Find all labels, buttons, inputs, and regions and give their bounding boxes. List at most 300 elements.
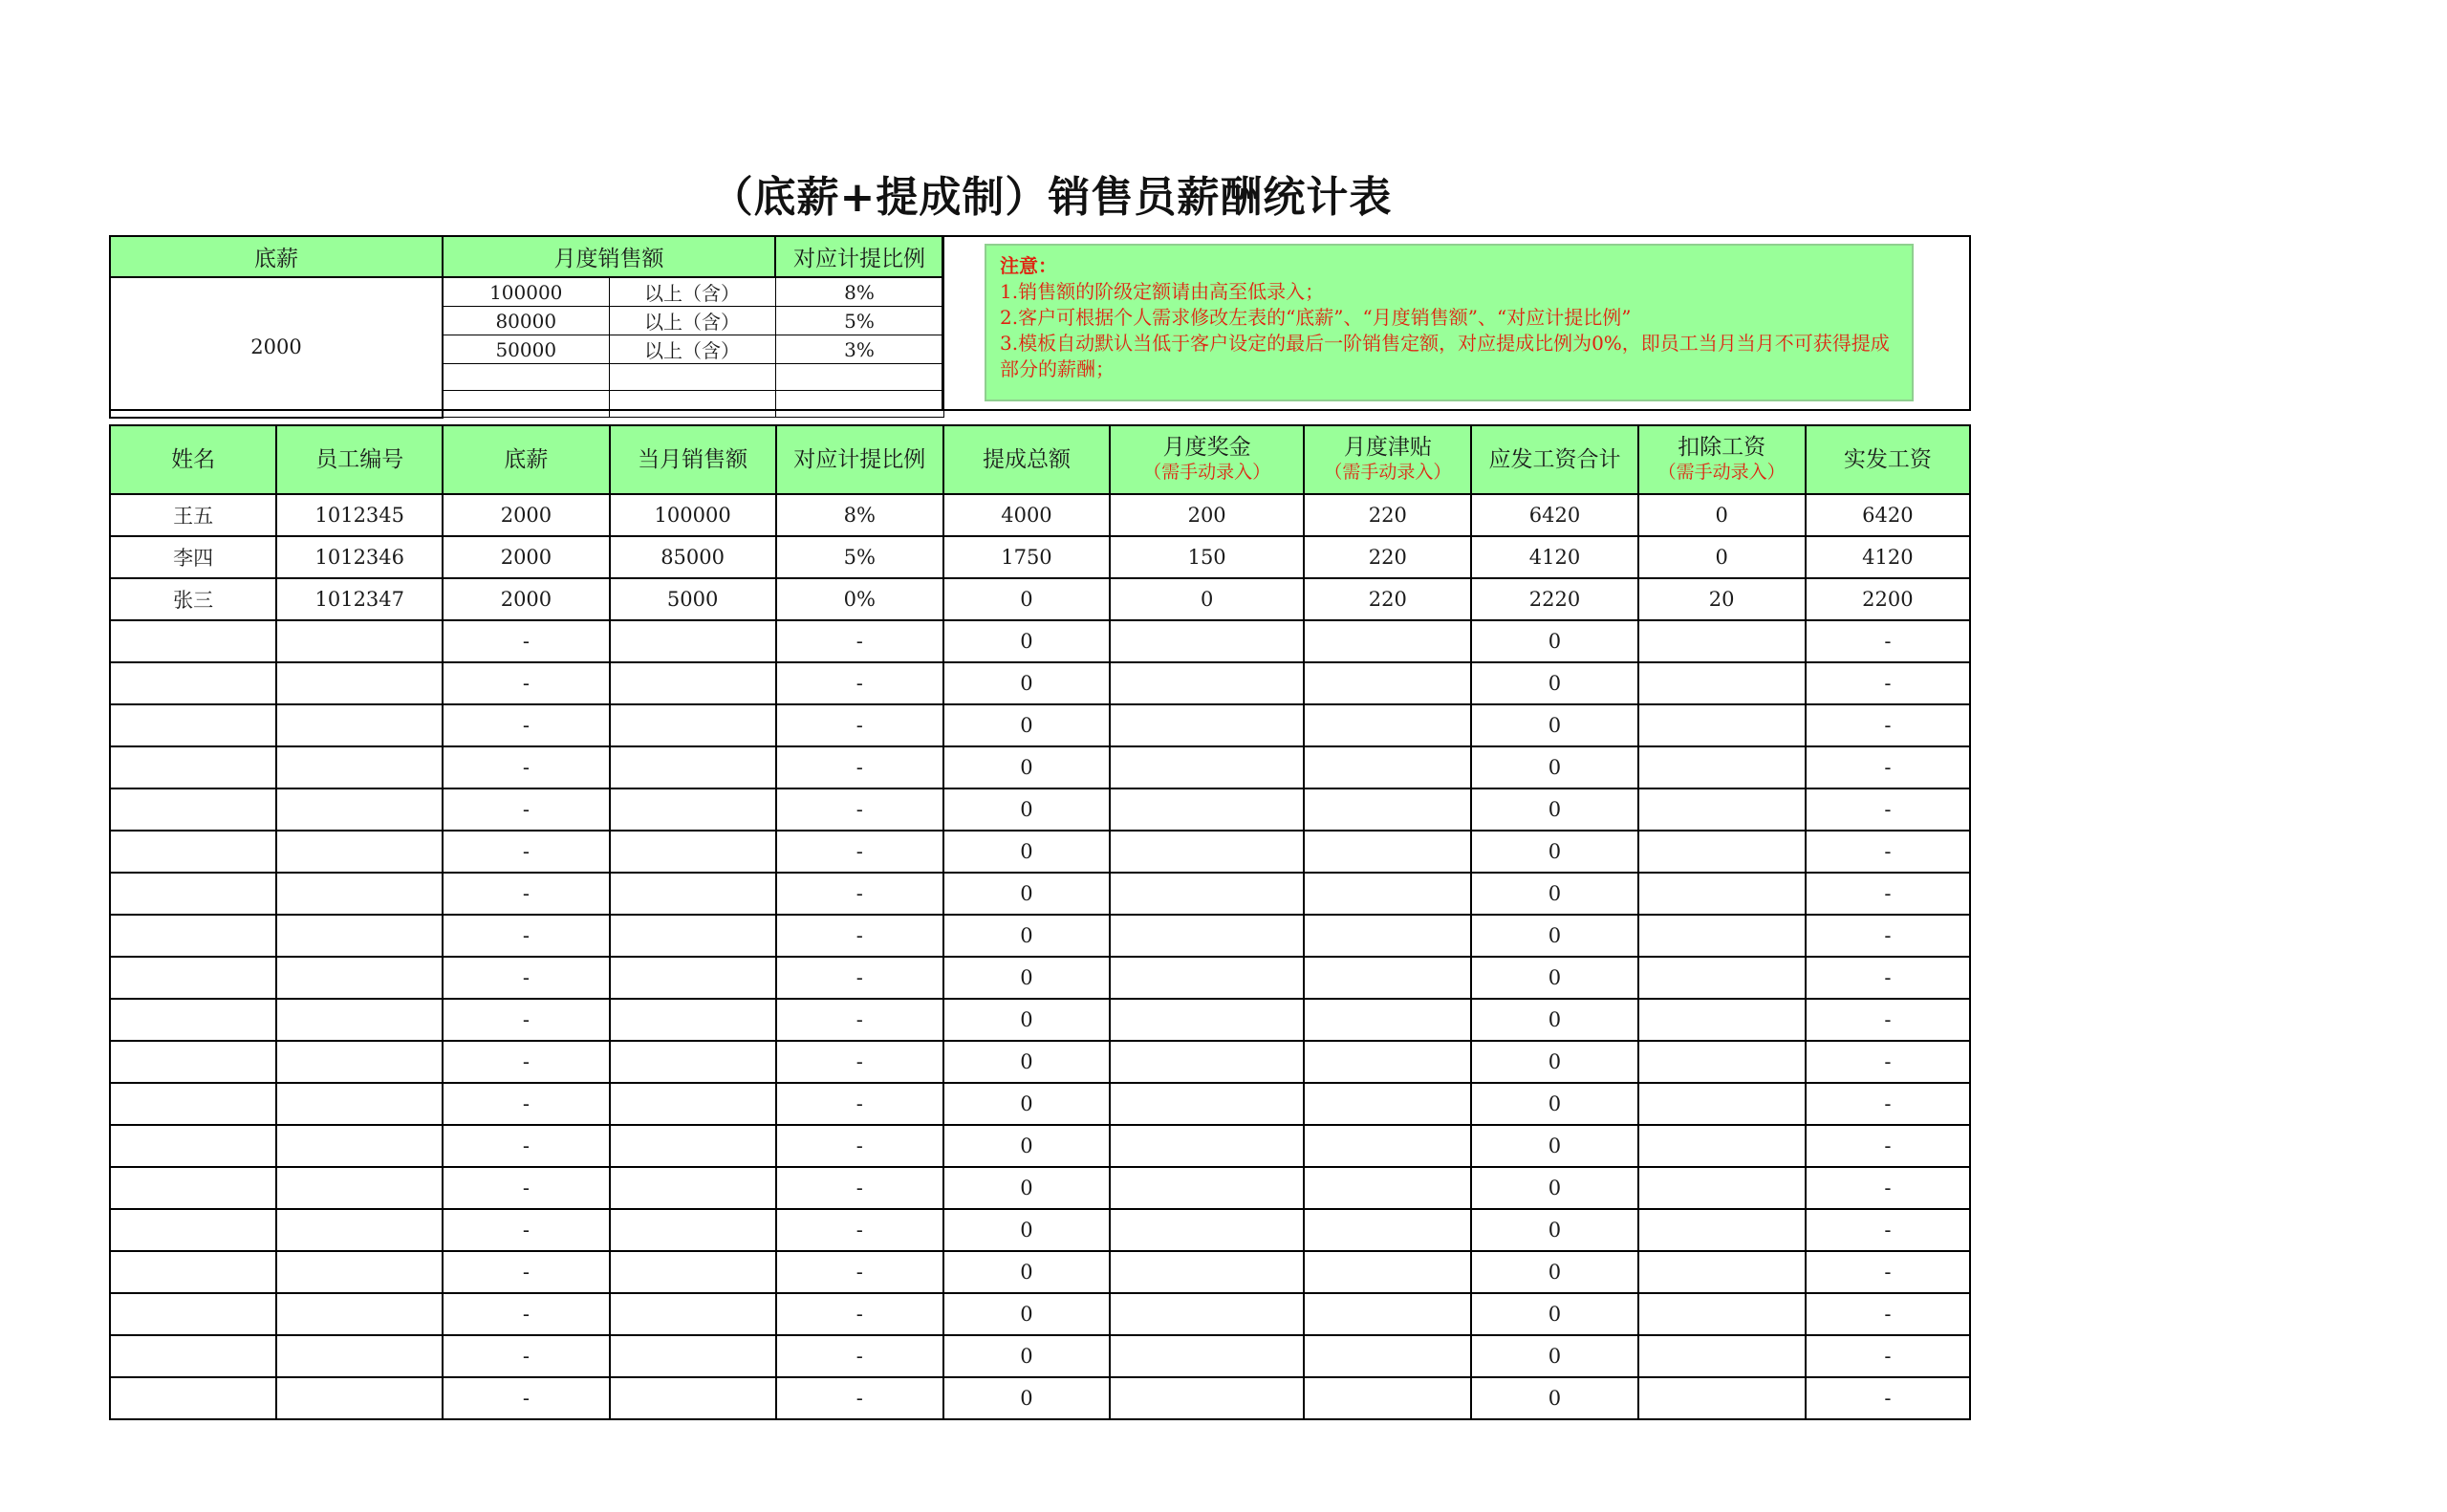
cell-monthly-allowance[interactable] <box>1304 1335 1471 1377</box>
cell-monthly-bonus[interactable] <box>1110 831 1304 873</box>
cell-net-pay[interactable]: - <box>1806 1293 1970 1335</box>
cell-commission-rate[interactable]: - <box>776 788 943 831</box>
cell-name[interactable] <box>110 831 276 873</box>
cell-monthly-bonus[interactable] <box>1110 1251 1304 1293</box>
cell-name[interactable] <box>110 746 276 788</box>
cell-commission-rate[interactable]: - <box>776 999 943 1041</box>
cell-monthly-sales[interactable] <box>610 662 776 704</box>
cell-commission-rate[interactable]: - <box>776 1125 943 1167</box>
cell-net-pay[interactable]: - <box>1806 915 1970 957</box>
cell-monthly-sales[interactable] <box>610 1125 776 1167</box>
cell-base-salary[interactable]: - <box>443 915 609 957</box>
table-row <box>110 494 1970 536</box>
cell-net-pay[interactable]: 2200 <box>1806 578 1970 620</box>
cell-name[interactable] <box>110 662 276 704</box>
cell-monthly-allowance[interactable] <box>1304 1209 1471 1251</box>
table-row <box>110 873 1970 915</box>
cell-deductions[interactable] <box>1638 1293 1806 1335</box>
cell-deductions[interactable]: 20 <box>1638 578 1806 620</box>
cell-commission-rate[interactable]: - <box>776 1167 943 1209</box>
cell-employee-id[interactable] <box>276 746 443 788</box>
manual-entry-note: （需手动录入） <box>1324 462 1452 483</box>
cell-employee-id[interactable] <box>276 1083 443 1125</box>
cell-gross-pay[interactable]: 0 <box>1471 1125 1637 1167</box>
cell-monthly-bonus[interactable] <box>1110 788 1304 831</box>
cell-base-salary[interactable]: - <box>443 746 609 788</box>
tier-qualifier[interactable]: 以上（含） <box>609 307 775 335</box>
cell-name[interactable] <box>110 999 276 1041</box>
cell-commission-rate[interactable]: - <box>776 1083 943 1125</box>
cell-base-salary[interactable]: - <box>443 1293 609 1335</box>
cell-monthly-bonus[interactable] <box>1110 1167 1304 1209</box>
cell-monthly-sales[interactable] <box>610 957 776 999</box>
cell-employee-id[interactable] <box>276 999 443 1041</box>
cell-commission-total[interactable]: 0 <box>943 1209 1110 1251</box>
cell-net-pay[interactable]: - <box>1806 831 1970 873</box>
cell-name[interactable] <box>110 873 276 915</box>
cell-monthly-sales[interactable] <box>610 831 776 873</box>
table-row <box>110 1209 1970 1251</box>
cell-commission-total[interactable]: 0 <box>943 1377 1110 1419</box>
cell-deductions[interactable] <box>1638 746 1806 788</box>
cell-name[interactable] <box>110 1377 276 1419</box>
cell-gross-pay[interactable]: 0 <box>1471 915 1637 957</box>
cell-employee-id[interactable] <box>276 662 443 704</box>
col-header-net-pay: 实发工资 <box>1806 425 1970 494</box>
cell-monthly-allowance[interactable] <box>1304 915 1471 957</box>
cell-employee-id[interactable] <box>276 1125 443 1167</box>
cell-net-pay[interactable]: - <box>1806 1083 1970 1125</box>
cell-monthly-allowance[interactable] <box>1304 1251 1471 1293</box>
cell-net-pay[interactable]: 6420 <box>1806 494 1970 536</box>
cell-gross-pay[interactable]: 0 <box>1471 1251 1637 1293</box>
cell-gross-pay[interactable]: 0 <box>1471 620 1637 662</box>
cell-commission-rate[interactable]: - <box>776 915 943 957</box>
cell-commission-rate[interactable]: - <box>776 1293 943 1335</box>
cell-commission-total[interactable]: 0 <box>943 578 1110 620</box>
cell-employee-id[interactable] <box>276 831 443 873</box>
cell-monthly-allowance[interactable] <box>1304 1125 1471 1167</box>
table-row <box>110 1251 1970 1293</box>
cell-name[interactable] <box>110 1125 276 1167</box>
cell-commission-total[interactable]: 0 <box>943 831 1110 873</box>
cell-monthly-sales[interactable] <box>610 1041 776 1083</box>
cell-base-salary[interactable]: - <box>443 620 609 662</box>
cell-employee-id[interactable] <box>276 1041 443 1083</box>
cell-monthly-allowance[interactable] <box>1304 1167 1471 1209</box>
cell-employee-id[interactable] <box>276 1167 443 1209</box>
cell-monthly-sales[interactable] <box>610 1083 776 1125</box>
cell-monthly-bonus[interactable] <box>1110 1125 1304 1167</box>
cell-base-salary[interactable]: - <box>443 831 609 873</box>
cell-net-pay[interactable]: - <box>1806 662 1970 704</box>
col-header-gross-pay: 应发工资合计 <box>1471 425 1637 494</box>
salary-table <box>109 424 1971 1420</box>
cell-monthly-bonus[interactable] <box>1110 704 1304 746</box>
cell-net-pay[interactable]: - <box>1806 1377 1970 1419</box>
cell-deductions[interactable] <box>1638 662 1806 704</box>
cell-monthly-bonus[interactable] <box>1110 1377 1304 1419</box>
cell-monthly-allowance[interactable] <box>1304 620 1471 662</box>
cell-gross-pay[interactable]: 0 <box>1471 1293 1637 1335</box>
tier-qualifier[interactable] <box>609 364 775 391</box>
cell-gross-pay[interactable]: 0 <box>1471 1377 1637 1419</box>
cell-base-salary[interactable]: 2000 <box>443 494 609 536</box>
cell-monthly-sales[interactable] <box>610 915 776 957</box>
cell-monthly-sales[interactable]: 85000 <box>610 536 776 578</box>
cell-monthly-sales[interactable] <box>610 704 776 746</box>
table-row <box>110 788 1970 831</box>
cell-employee-id[interactable] <box>276 915 443 957</box>
cell-net-pay[interactable]: - <box>1806 1041 1970 1083</box>
commission-rate-table <box>109 235 944 419</box>
cell-employee-id[interactable] <box>276 1377 443 1419</box>
cell-commission-rate[interactable]: - <box>776 704 943 746</box>
cell-commission-rate[interactable]: - <box>776 662 943 704</box>
cell-base-salary[interactable]: - <box>443 1251 609 1293</box>
manual-entry-note: （需手动录入） <box>1657 462 1786 483</box>
cell-name[interactable] <box>110 704 276 746</box>
cell-deductions[interactable] <box>1638 1041 1806 1083</box>
tier-rate[interactable] <box>775 364 943 391</box>
cell-net-pay[interactable]: - <box>1806 1251 1970 1293</box>
cell-monthly-allowance[interactable] <box>1304 746 1471 788</box>
cell-monthly-bonus[interactable] <box>1110 662 1304 704</box>
cell-net-pay[interactable]: - <box>1806 1209 1970 1251</box>
cell-gross-pay[interactable]: 0 <box>1471 662 1637 704</box>
notes-line: 3.模板自动默认当低于客户设定的最后一阶销售定额，对应提成比例为0%，即员工当月当月不可获得提成部分的薪酬； <box>1000 332 1890 380</box>
cell-monthly-sales[interactable] <box>610 999 776 1041</box>
tier-amount[interactable] <box>443 391 609 418</box>
cell-monthly-allowance[interactable]: 220 <box>1304 494 1471 536</box>
cell-monthly-bonus[interactable] <box>1110 1335 1304 1377</box>
cell-gross-pay[interactable]: 0 <box>1471 704 1637 746</box>
cell-commission-rate[interactable]: 8% <box>776 494 943 536</box>
cell-commission-total[interactable]: 0 <box>943 1125 1110 1167</box>
cell-commission-total[interactable]: 0 <box>943 1167 1110 1209</box>
cell-monthly-sales[interactable] <box>610 1293 776 1335</box>
cell-monthly-allowance[interactable] <box>1304 1041 1471 1083</box>
cell-net-pay[interactable]: - <box>1806 746 1970 788</box>
cell-net-pay[interactable]: - <box>1806 873 1970 915</box>
cell-monthly-bonus[interactable]: 150 <box>1110 536 1304 578</box>
cell-monthly-sales[interactable] <box>610 1167 776 1209</box>
cell-monthly-bonus[interactable] <box>1110 1209 1304 1251</box>
cell-commission-total[interactable]: 0 <box>943 999 1110 1041</box>
cell-employee-id[interactable] <box>276 1293 443 1335</box>
cell-base-salary[interactable]: 2000 <box>443 536 609 578</box>
cell-net-pay[interactable]: - <box>1806 788 1970 831</box>
cell-deductions[interactable] <box>1638 873 1806 915</box>
cell-gross-pay[interactable]: 0 <box>1471 1209 1637 1251</box>
cell-name[interactable] <box>110 957 276 999</box>
cell-employee-id[interactable] <box>276 957 443 999</box>
col-header-monthly-sales: 当月销售额 <box>610 425 776 494</box>
cell-gross-pay[interactable]: 6420 <box>1471 494 1637 536</box>
cell-commission-total[interactable]: 0 <box>943 1251 1110 1293</box>
tier-rate[interactable]: 3% <box>775 335 943 364</box>
cell-deductions[interactable] <box>1638 1083 1806 1125</box>
cell-gross-pay[interactable]: 0 <box>1471 873 1637 915</box>
cell-monthly-sales[interactable] <box>610 1209 776 1251</box>
cell-deductions[interactable] <box>1638 1377 1806 1419</box>
cell-monthly-allowance[interactable] <box>1304 704 1471 746</box>
cell-base-salary[interactable]: - <box>443 873 609 915</box>
cell-commission-rate[interactable]: - <box>776 873 943 915</box>
cell-monthly-sales[interactable] <box>610 788 776 831</box>
cell-base-salary[interactable]: - <box>443 788 609 831</box>
cell-deductions[interactable] <box>1638 957 1806 999</box>
cell-deductions[interactable] <box>1638 915 1806 957</box>
table-row <box>110 1335 1970 1377</box>
cell-monthly-allowance[interactable] <box>1304 873 1471 915</box>
cell-monthly-bonus[interactable] <box>1110 620 1304 662</box>
cell-monthly-allowance[interactable]: 220 <box>1304 536 1471 578</box>
cell-net-pay[interactable]: - <box>1806 999 1970 1041</box>
cell-name[interactable]: 张三 <box>110 578 276 620</box>
tier-amount[interactable]: 80000 <box>443 307 609 335</box>
tier-amount[interactable]: 50000 <box>443 335 609 364</box>
col-header-base-salary: 底薪 <box>443 425 609 494</box>
cell-name[interactable] <box>110 620 276 662</box>
cell-monthly-allowance[interactable] <box>1304 831 1471 873</box>
cell-monthly-bonus[interactable] <box>1110 957 1304 999</box>
table-row <box>110 1377 1970 1419</box>
cell-commission-rate[interactable]: - <box>776 831 943 873</box>
cell-commission-total[interactable]: 0 <box>943 873 1110 915</box>
cell-commission-total[interactable]: 0 <box>943 1335 1110 1377</box>
header-row <box>110 425 1970 494</box>
cell-deductions[interactable] <box>1638 1251 1806 1293</box>
tier-qualifier[interactable] <box>609 391 775 418</box>
cell-monthly-allowance[interactable] <box>1304 788 1471 831</box>
cell-name[interactable]: 李四 <box>110 536 276 578</box>
cell-monthly-allowance[interactable] <box>1304 1083 1471 1125</box>
cell-deductions[interactable] <box>1638 704 1806 746</box>
col-header-monthly-bonus: 月度奖金 （需手动录入） <box>1110 425 1304 494</box>
cell-commission-total[interactable]: 0 <box>943 1041 1110 1083</box>
rate-header-sales: 月度销售额 <box>443 236 775 277</box>
base-salary-cell[interactable]: 2000 <box>110 277 443 418</box>
cell-name[interactable] <box>110 1041 276 1083</box>
cell-name[interactable]: 王五 <box>110 494 276 536</box>
tier-rate[interactable]: 5% <box>775 307 943 335</box>
col-header-monthly-allowance: 月度津贴 （需手动录入） <box>1304 425 1471 494</box>
cell-base-salary[interactable]: - <box>443 1335 609 1377</box>
cell-name[interactable] <box>110 1083 276 1125</box>
cell-employee-id[interactable] <box>276 1251 443 1293</box>
cell-gross-pay[interactable]: 0 <box>1471 1041 1637 1083</box>
cell-deductions[interactable] <box>1638 831 1806 873</box>
cell-net-pay[interactable]: - <box>1806 620 1970 662</box>
cell-employee-id[interactable] <box>276 704 443 746</box>
cell-gross-pay[interactable]: 0 <box>1471 746 1637 788</box>
cell-commission-total[interactable]: 0 <box>943 1293 1110 1335</box>
notes-line: 1.销售额的阶级定额请由高至低录入； <box>1000 280 1325 303</box>
cell-commission-rate[interactable]: - <box>776 620 943 662</box>
table-row <box>110 578 1970 620</box>
manual-entry-note: （需手动录入） <box>1143 462 1271 483</box>
cell-monthly-sales[interactable] <box>610 1377 776 1419</box>
cell-commission-total[interactable]: 0 <box>943 662 1110 704</box>
cell-monthly-sales[interactable] <box>610 1251 776 1293</box>
cell-monthly-sales[interactable]: 100000 <box>610 494 776 536</box>
col-header-deductions: 扣除工资 （需手动录入） <box>1638 425 1806 494</box>
cell-net-pay[interactable]: - <box>1806 1125 1970 1167</box>
cell-net-pay[interactable]: 4120 <box>1806 536 1970 578</box>
cell-base-salary[interactable]: - <box>443 999 609 1041</box>
cell-net-pay[interactable]: - <box>1806 704 1970 746</box>
notes-box <box>985 244 1914 401</box>
cell-gross-pay[interactable]: 0 <box>1471 788 1637 831</box>
table-row <box>110 1293 1970 1335</box>
cell-employee-id[interactable] <box>276 1209 443 1251</box>
cell-monthly-sales[interactable] <box>610 746 776 788</box>
tier-rate[interactable]: 8% <box>775 277 943 307</box>
cell-monthly-sales[interactable] <box>610 873 776 915</box>
cell-monthly-sales[interactable]: 5000 <box>610 578 776 620</box>
cell-monthly-allowance[interactable] <box>1304 1293 1471 1335</box>
cell-base-salary[interactable]: 2000 <box>443 578 609 620</box>
cell-commission-total[interactable]: 0 <box>943 704 1110 746</box>
cell-name[interactable] <box>110 788 276 831</box>
cell-deductions[interactable]: 0 <box>1638 494 1806 536</box>
cell-deductions[interactable] <box>1638 999 1806 1041</box>
cell-commission-rate[interactable]: 0% <box>776 578 943 620</box>
cell-base-salary[interactable]: - <box>443 957 609 999</box>
cell-employee-id[interactable]: 1012346 <box>276 536 443 578</box>
col-header-commission-total: 提成总额 <box>943 425 1110 494</box>
cell-commission-total[interactable]: 0 <box>943 957 1110 999</box>
cell-commission-total[interactable]: 1750 <box>943 536 1110 578</box>
cell-monthly-bonus[interactable] <box>1110 915 1304 957</box>
cell-gross-pay[interactable]: 0 <box>1471 1335 1637 1377</box>
cell-name[interactable] <box>110 1293 276 1335</box>
cell-commission-rate[interactable]: - <box>776 1251 943 1293</box>
cell-commission-rate[interactable]: - <box>776 746 943 788</box>
table-row <box>110 957 1970 999</box>
rate-header-rate: 对应计提比例 <box>775 236 943 277</box>
cell-monthly-bonus[interactable] <box>1110 1293 1304 1335</box>
cell-net-pay[interactable]: - <box>1806 1335 1970 1377</box>
cell-employee-id[interactable] <box>276 788 443 831</box>
cell-name[interactable] <box>110 915 276 957</box>
notes-title: 注意： <box>1000 254 1057 277</box>
cell-gross-pay[interactable]: 2220 <box>1471 578 1637 620</box>
cell-net-pay[interactable]: - <box>1806 957 1970 999</box>
cell-monthly-sales[interactable] <box>610 1335 776 1377</box>
cell-monthly-bonus[interactable] <box>1110 1041 1304 1083</box>
section-divider <box>942 235 943 411</box>
table-row <box>110 1083 1970 1125</box>
cell-commission-total[interactable]: 0 <box>943 620 1110 662</box>
cell-employee-id[interactable] <box>276 620 443 662</box>
cell-deductions[interactable] <box>1638 1335 1806 1377</box>
cell-deductions[interactable] <box>1638 620 1806 662</box>
cell-monthly-bonus[interactable] <box>1110 1083 1304 1125</box>
notes-line: 2.客户可根据个人需求修改左表的“底薪”、“月度销售额”、“对应计提比例” <box>1000 306 1632 329</box>
cell-deductions[interactable]: 0 <box>1638 536 1806 578</box>
cell-base-salary[interactable]: - <box>443 1083 609 1125</box>
cell-monthly-allowance[interactable] <box>1304 957 1471 999</box>
cell-deductions[interactable] <box>1638 1125 1806 1167</box>
cell-commission-total[interactable]: 0 <box>943 746 1110 788</box>
cell-monthly-allowance[interactable] <box>1304 1377 1471 1419</box>
cell-base-salary[interactable]: - <box>443 1377 609 1419</box>
cell-commission-total[interactable]: 0 <box>943 1083 1110 1125</box>
cell-gross-pay[interactable]: 0 <box>1471 1083 1637 1125</box>
cell-base-salary[interactable]: - <box>443 1167 609 1209</box>
table-row <box>110 831 1970 873</box>
cell-name[interactable] <box>110 1209 276 1251</box>
table-row <box>110 620 1970 662</box>
cell-monthly-allowance[interactable] <box>1304 999 1471 1041</box>
cell-gross-pay[interactable]: 0 <box>1471 831 1637 873</box>
cell-commission-rate[interactable]: - <box>776 1209 943 1251</box>
cell-commission-rate[interactable]: - <box>776 1041 943 1083</box>
cell-base-salary[interactable]: - <box>443 1041 609 1083</box>
cell-gross-pay[interactable]: 0 <box>1471 957 1637 999</box>
cell-base-salary[interactable]: - <box>443 1125 609 1167</box>
cell-name[interactable] <box>110 1335 276 1377</box>
cell-net-pay[interactable]: - <box>1806 1167 1970 1209</box>
cell-commission-rate[interactable]: - <box>776 1335 943 1377</box>
cell-monthly-bonus[interactable]: 200 <box>1110 494 1304 536</box>
cell-deductions[interactable] <box>1638 788 1806 831</box>
cell-monthly-sales[interactable] <box>610 620 776 662</box>
cell-employee-id[interactable]: 1012347 <box>276 578 443 620</box>
cell-base-salary[interactable]: - <box>443 1209 609 1251</box>
cell-name[interactable] <box>110 1251 276 1293</box>
col-header-commission-rate: 对应计提比例 <box>776 425 943 494</box>
cell-commission-total[interactable]: 4000 <box>943 494 1110 536</box>
cell-monthly-bonus[interactable] <box>1110 746 1304 788</box>
cell-commission-total[interactable]: 0 <box>943 915 1110 957</box>
cell-base-salary[interactable]: - <box>443 662 609 704</box>
table-row <box>110 1167 1970 1209</box>
cell-monthly-bonus[interactable]: 0 <box>1110 578 1304 620</box>
cell-commission-rate[interactable]: 5% <box>776 536 943 578</box>
tier-amount[interactable] <box>443 364 609 391</box>
col-header-name: 姓名 <box>110 425 276 494</box>
cell-commission-rate[interactable]: - <box>776 957 943 999</box>
cell-employee-id[interactable] <box>276 1335 443 1377</box>
cell-name[interactable] <box>110 1167 276 1209</box>
tier-amount[interactable]: 100000 <box>443 277 609 307</box>
tier-rate[interactable] <box>775 391 943 418</box>
tier-qualifier[interactable]: 以上（含） <box>609 335 775 364</box>
table-row <box>110 662 1970 704</box>
table-row <box>110 1125 1970 1167</box>
tier-qualifier[interactable]: 以上（含） <box>609 277 775 307</box>
cell-commission-rate[interactable]: - <box>776 1377 943 1419</box>
cell-gross-pay[interactable]: 0 <box>1471 999 1637 1041</box>
cell-monthly-bonus[interactable] <box>1110 873 1304 915</box>
cell-base-salary[interactable]: - <box>443 704 609 746</box>
cell-deductions[interactable] <box>1638 1209 1806 1251</box>
cell-gross-pay[interactable]: 4120 <box>1471 536 1637 578</box>
cell-deductions[interactable] <box>1638 1167 1806 1209</box>
cell-gross-pay[interactable]: 0 <box>1471 1167 1637 1209</box>
cell-commission-total[interactable]: 0 <box>943 788 1110 831</box>
cell-employee-id[interactable]: 1012345 <box>276 494 443 536</box>
cell-monthly-allowance[interactable]: 220 <box>1304 578 1471 620</box>
table-row <box>110 704 1970 746</box>
cell-employee-id[interactable] <box>276 873 443 915</box>
cell-monthly-allowance[interactable] <box>1304 662 1471 704</box>
table-row <box>110 999 1970 1041</box>
cell-monthly-bonus[interactable] <box>1110 999 1304 1041</box>
